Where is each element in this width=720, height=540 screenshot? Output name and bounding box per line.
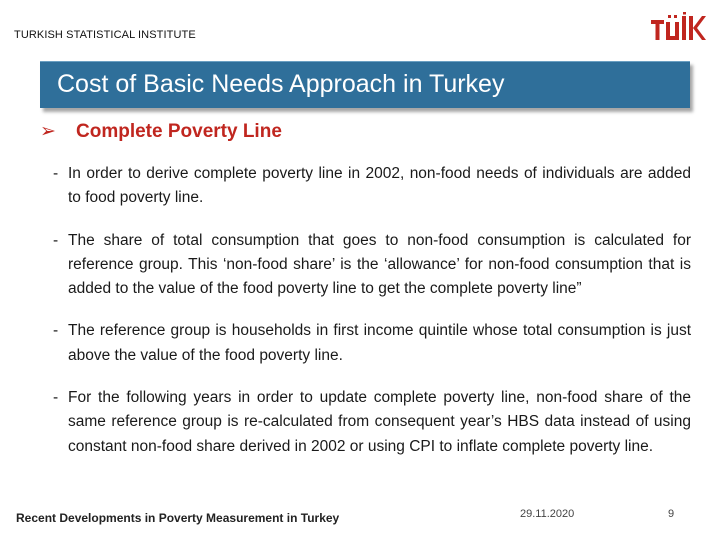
bullet-dash: - [53, 231, 59, 249]
section-heading-text: Complete Poverty Line [76, 121, 282, 142]
bullet-text: For the following years in order to update complete poverty line, non-food share of the same reference group is re-calculated from consequent year’s HBS data instead of using constant non-food share derived in 2002 or using CPI to inflate complete poverty line. [68, 389, 691, 455]
bullet-item [53, 319, 691, 368]
bullet-text: In order to derive complete poverty line in 2002, non-food needs of individuals are added to food poverty line. [68, 165, 691, 207]
footer-date: 29.11.2020 [520, 508, 575, 520]
bullet-dash: - [53, 322, 59, 340]
bullet-text: The share of total consumption that goes to non-food consumption is calculated for reference group. This ‘non-food share’ is the ‘allowance’ for non-food consumption that is added to the value of the food poverty line to get the complete poverty line” [68, 231, 691, 298]
bullet-item [53, 229, 691, 302]
slide-title: Cost of Basic Needs Approach in Turkey [57, 70, 505, 98]
bullet-dash: - [53, 165, 59, 182]
footer-presentation-title: Recent Developments in Poverty Measurement in Turkey [16, 511, 340, 525]
bullet-text: The reference group is households in first income quintile whose total consumption is just above the value of the food poverty line. [68, 322, 691, 364]
page-number: 9 [668, 508, 675, 520]
bullet-item [53, 386, 691, 459]
section-heading [40, 120, 282, 143]
organization-name: TURKISH STATISTICAL INSTITUTE [14, 29, 196, 41]
bullet-item [53, 162, 691, 211]
bullet-list [53, 162, 691, 477]
title-banner [40, 61, 690, 108]
arrow-bullet-icon: ➢ [40, 121, 56, 142]
bullet-dash: - [53, 389, 59, 407]
tuik-logo [650, 12, 706, 42]
